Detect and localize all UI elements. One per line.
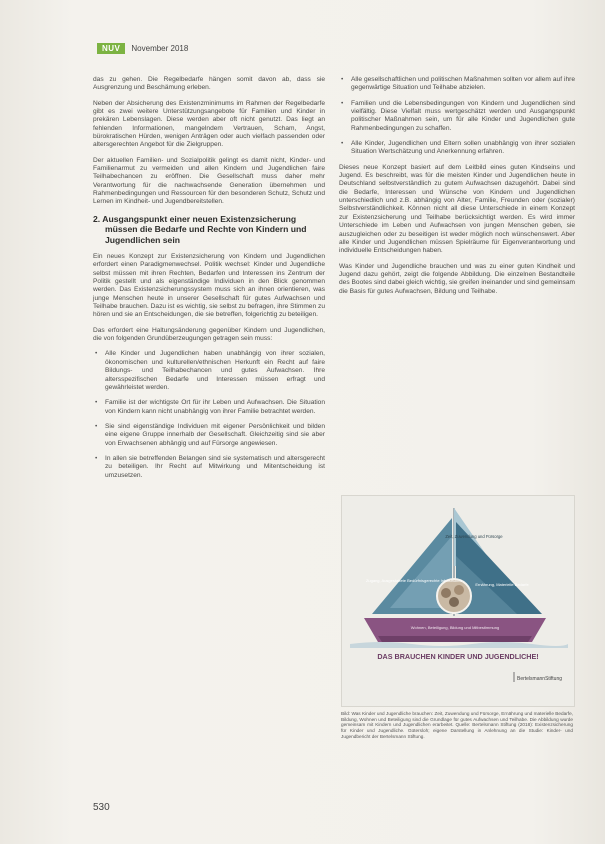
bertelsmann-logo: BertelsmannStiftung bbox=[517, 676, 563, 682]
sail-right-label: Ernährung, Materielle Bedarfe bbox=[475, 582, 529, 587]
figure-banner: DAS BRAUCHEN KINDER UND JUGENDLICHE! bbox=[377, 652, 539, 661]
list-item: • Alle Kinder, Jugendlichen und Eltern sollen unabhängig von ihrer sozialen Situation Wertschätzung und Anerkennung erfahren. bbox=[339, 140, 575, 157]
section-heading bbox=[93, 214, 325, 245]
left-column bbox=[93, 76, 325, 487]
figure-caption: Bild: Was Kinder und Jugendliche brauchen: Zeit, Zuwendung und Fürsorge, Ernährung und materielle Bedarfe, Bildung, Wohnen und Beteiligung sind die Grundlage für gutes Aufwachsen und Teilhabe. Die Abbildung wurde gemeinsam mit Kindern und Jugendlichen erarbeitet. Quelle: Bertelsmann Stiftung (2018): Existenzsicherung für Kinder und Jugendliche. Gütersloh; eigene Darstellung in Anlehnung an die Studie: Kinder- und Jugendbericht der Bertelsmann Stiftung. bbox=[341, 711, 573, 739]
bullet-list bbox=[339, 76, 575, 157]
paragraph: Der aktuellen Familien- und Sozialpolitik gelingt es damit nicht, Kinder- und Familienarmut zu vermeiden und allen Kindern und Jugendlichen faire Teilhabechancen zu eröffnen. Die Gesellschaft muss daher mehr Verantwortung für die nachwachsende Generation übernehmen und Rahmenbedingungen und Ressourcen für den besonderen Schutz, Schutz und Lernen im Kindheit- und Jugendbereitstellen. bbox=[93, 156, 325, 206]
list-item: • Familien und die Lebensbedingungen von Kindern und Jugendlichen sind vielfältig. Diese Vielfalt muss wertgeschätzt werden und Ausgangspunkt politischer Maßnahmen sein, um für alle Kinder und Jugendlichen gute Rahmenbedingungen zu schaffen. bbox=[339, 100, 575, 133]
header-date: November 2018 bbox=[131, 44, 189, 53]
list-item: • Alle gesellschaftlichen und politischen Maßnahmen sollten vor allem auf ihre gegenwärtige Situation und Teilhabe abzielen. bbox=[339, 76, 575, 93]
hull-label: Wohnen, Beteiligung, Bildung und Mitbestimmung bbox=[410, 625, 500, 630]
section-heading-number: 2. bbox=[93, 213, 101, 224]
paragraph: Was Kinder und Jugendliche brauchen und was zu einer guten Kindheit und Jugend dazu gehört, zeigt die folgende Abbildung. Die einzelnen Bestandteile des Bootes sind dabei gleich wichtig, sie greifen ineinander und sind gemeinsam die Basis für gutes Aufwachsen, Bildung und Teilhabe. bbox=[339, 262, 575, 295]
paragraph: Neben der Absicherung des Existenzminimums im Rahmen der Regelbedarfe gibt es zwei weitere Unterstützungsangebote für Familien und Kinder in prekären Lebenslagen. Diese werden aber oft nicht genutzt. Das liegt an fehlenden Informationen, mangelndem Vertrauen, Scham, Angst, bürokratischen Hürden, wenigen Anträgen oder auch vielfach passenden oder altersgerechten Angebot für die Zielgruppen. bbox=[93, 99, 325, 149]
right-column bbox=[339, 76, 575, 303]
boat-illustration bbox=[342, 496, 574, 706]
list-item: • Sie sind eigenständige Individuen mit eigener Persönlichkeit und bilden eine eigene Gruppe innerhalb der Gesellschaft. Gleichzeitig sind sie aber von Erwachsenen abhängig und auf Fürsorge angewiesen. bbox=[93, 423, 325, 448]
section-heading-text: Ausgangspunkt einer neuen Existenzsicherung müssen die Bedarfe und Rechte von Kindern und Jugendlichen sein bbox=[102, 213, 307, 245]
list-item: • In allen sie betreffenden Belangen sind sie systematisch und altersgerecht zu beteiligen. Ihr Recht auf Mitwirkung und Mitentscheidung ist umzusetzen. bbox=[93, 455, 325, 480]
page-number: 530 bbox=[93, 802, 110, 813]
paragraph: Dieses neue Konzept basiert auf dem Leitbild eines guten Kindseins und Jugend. Es beschreibt, was für die meisten Kinder und Jugendlichen heute in Deutschland selbstverständlich zu gutem Aufwachsen dazugehört. Dabei sind die Bedarfe, Interessen und Wünsche von Kindern und Jugendlichen unterschiedlich und z.B. abhängig von Alter, Familie, Freunden oder (sozialer) Selbstverständlichkeit. Können nicht all diese Unterschiede in einem Konzept zur Existenzsicherung und Teilhabe berücksichtigt werden. Es wird immer Unterschiede im Leben und Aufwachsen von jungen Menschen geben, sie auszugleichen oder zu beseitigen ist weder möglich noch wünschenswert. Aber alle Kinder und Jugendlichen müssen Spielräume für Eigenverantwortung und individuelle Entscheidungen haben. bbox=[339, 163, 575, 255]
list-item: • Alle Kinder und Jugendlichen haben unabhängig von ihrer sozialen, ökonomischen und kulturellen/ethnischen Herkunft ein Recht auf faire Bildungs- und Teilhabechancen und gutes Aufwachsen. Ihre altersspezifischen Bedarfe und Interessen müssen erfragt und gewährleistet werden. bbox=[93, 350, 325, 392]
nuv-badge: NUV bbox=[97, 43, 125, 54]
sail-top-label: Zeit, Zuwendung und Fürsorge bbox=[445, 534, 503, 539]
bullet-list bbox=[93, 350, 325, 479]
paragraph: Ein neues Konzept zur Existenzsicherung von Kindern und Jugendlichen erfordert einen Paradigmenwechsel. Politik wechsel: Kinder und Jugendliche selbst müssen mit ihren Rechten, Bedarfen und Interessen ins Zentrum der Politik gestellt und als eigenständige Individuen in den Blick genommen werden. Das Existenzsicherungssystem muss sich an ihnen orientieren, was junge Menschen heute in unserer Gesellschaft für gutes Aufwachsen und Teilhabe brauchen. Dazu ist es wichtig, sie selbst zu befragen, ihre Stimmen zu hören und sie an Entscheidungen, die sie betreffen, folgerichtig zu beteiligen. bbox=[93, 253, 325, 319]
boat-figure bbox=[341, 495, 575, 707]
sail-left-label: Zugang, Ausgestattete Bedürfnisgerechte Infrastruktur bbox=[365, 578, 463, 583]
paragraph: das zu gehen. Die Regelbedarfe hängen somit davon ab, dass sie Ausgrenzung und Beschämung erleben. bbox=[93, 76, 325, 92]
page-header bbox=[97, 43, 188, 54]
paragraph: Das erfordert eine Haltungsänderung gegenüber Kindern und Jugendlichen, die von folgenden Grundüberzeugungen getragen sein muss: bbox=[93, 326, 325, 343]
list-item: • Familie ist der wichtigste Ort für ihr Leben und Aufwachsen. Die Situation von Kindern kann nicht unabhängig von ihrer Familie betrachtet werden. bbox=[93, 399, 325, 416]
